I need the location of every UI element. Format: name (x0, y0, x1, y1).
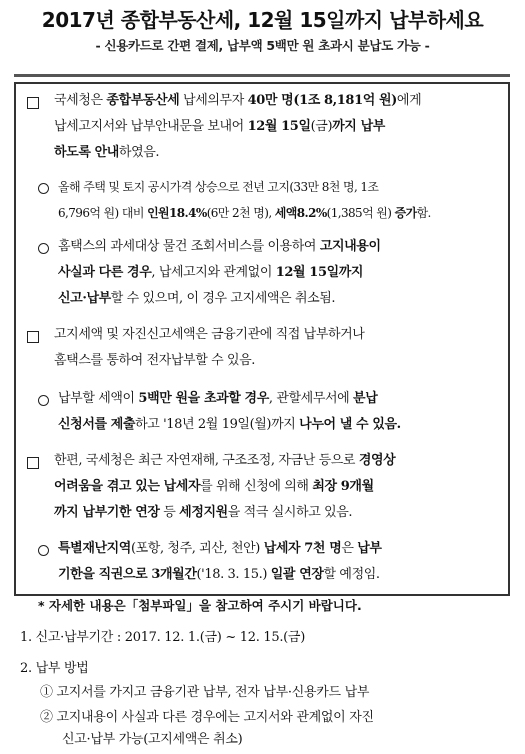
circle-bullet-icon (38, 183, 49, 194)
section-1a: 올해 주택 및 토지 공시가격 상승으로 전년 고지(33만 8천 명, 1조 6,796억 원) 대비 인원18.4%(6만 2천 명), 세액8.2%(1,385억 원) 증가함. (58, 180, 431, 220)
list-item: ① 고지서를 가지고 금융기관 납부, 전자 납부·신용카드 납부 (40, 685, 370, 700)
attachment-note: * 자세한 내용은「첨부파일」을 참고하여 주시기 바랍니다. (38, 598, 362, 613)
page-subtitle: - 신용카드로 간편 결제, 납부액 5백만 원 초과시 분납도 가능 - (95, 38, 430, 53)
square-bullet-icon (27, 97, 39, 109)
section-1b: 홈택스의 과세대상 물건 조회서비스를 이용하여 고지내용이 사실과 다른 경우, 납세고지와 관계없이 12월 15일까지 신고·납부할 수 있으며, 이 경우 고지세액은 취소됨. (58, 239, 381, 306)
section-2: 고지세액 및 자진신고세액은 금융기관에 직접 납부하거나 홈택스를 통하여 전자납부할 수 있음. (54, 327, 365, 368)
header-rule (14, 74, 510, 77)
list-item: 1. 신고·납부기간 : 2017. 12. 1.(금) ~ 12. 15.(금) (20, 630, 305, 645)
section-2a: 납부할 세액이 5백만 원을 초과할 경우, 관할세무서에 분납 신청서를 제출하고 '18년 2월 19일(월)까지 나누어 낼 수 있음. (58, 391, 401, 432)
list-item: 신고·납부 가능(고지세액은 취소) (62, 732, 243, 747)
section-1: 국세청은 종합부동산세 납세의무자 40만 명(1조 8,181억 원)에게 납세고지서와 납부안내문을 보내어 12월 15일(금)까지 납부 하도록 안내하였음. (54, 93, 422, 160)
section-3: 한편, 국세청은 최근 자연재해, 구조조정, 자금난 등으로 경영상 어려움을 겪고 있는 납세자를 위해 신청에 의해 최장 9개월 까지 납부기한 연장 등 세정지원을 적극 실시하고 있음. (54, 453, 396, 520)
square-bullet-icon (27, 331, 39, 343)
circle-bullet-icon (38, 395, 49, 406)
circle-bullet-icon (38, 243, 49, 254)
circle-bullet-icon (38, 545, 49, 556)
list-item: 2. 납부 방법 (20, 661, 89, 676)
page-title: 2017년 종합부동산세, 12월 15일까지 납부하세요 (41, 8, 484, 32)
list-item: ② 고지내용이 사실과 다른 경우에는 고지서와 관계없이 자진 (40, 710, 374, 725)
section-3a: 특별재난지역(포항, 청주, 괴산, 천안) 납세자 7천 명은 납부 기한을 직권으로 3개월간('18. 3. 15.) 일괄 연장할 예정임. (58, 541, 382, 582)
square-bullet-icon (27, 457, 39, 469)
